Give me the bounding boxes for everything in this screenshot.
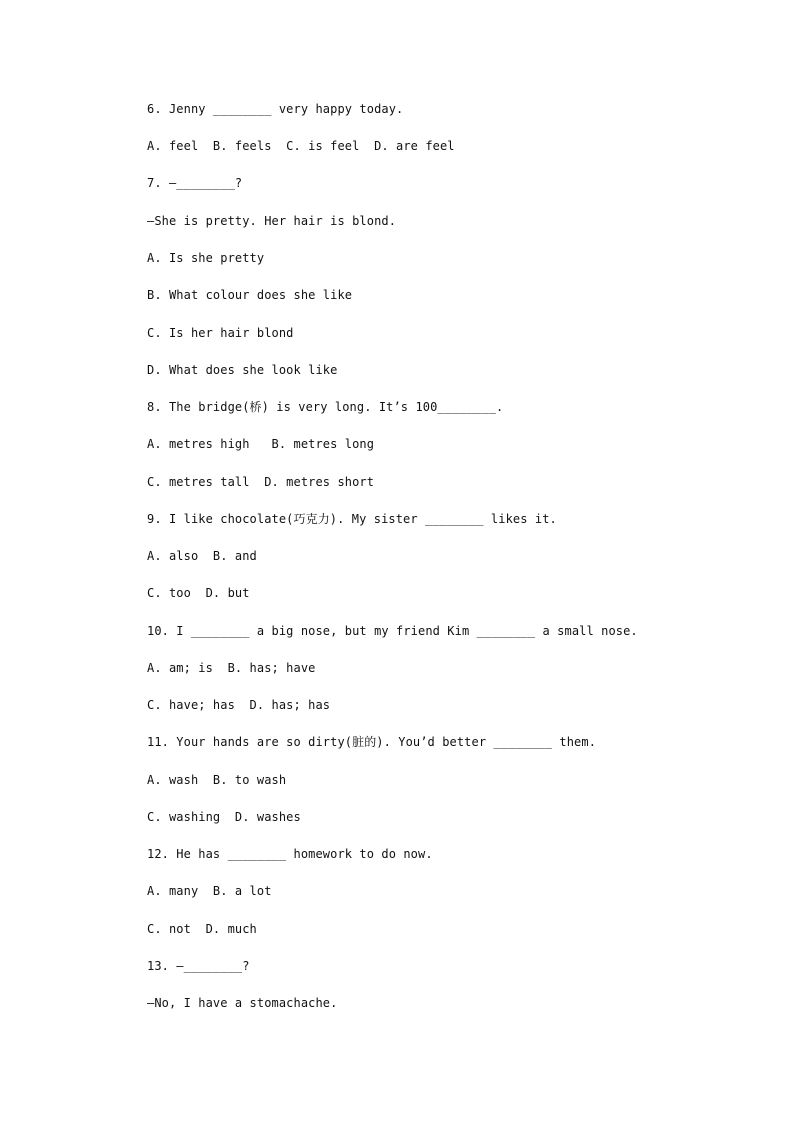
question-9: 9. I like chocolate(巧克力). My sister ________ likes it. — [147, 512, 557, 526]
question-9-options-cd: C. too D. but — [147, 586, 250, 600]
question-7-option-b: B. What colour does she like — [147, 288, 353, 302]
question-7-option-d: D. What does she look like — [147, 363, 338, 377]
question-13-prompt: —No, I have a stomachache. — [147, 996, 338, 1010]
question-11-options-ab: A. wash B. to wash — [147, 773, 287, 787]
question-7-option-a: A. Is she pretty — [147, 251, 265, 265]
question-8-options-ab: A. metres high B. metres long — [147, 437, 375, 451]
question-9-options-ab: A. also B. and — [147, 549, 257, 563]
question-10: 10. I ________ a big nose, but my friend Kim ________ a small nose. — [147, 624, 638, 638]
question-8: 8. The bridge(桥) is very long. It’s 100________. — [147, 400, 504, 414]
question-12-options-ab: A. many B. a lot — [147, 884, 272, 898]
question-6: 6. Jenny ________ very happy today. — [147, 102, 404, 116]
question-7: 7. —________? — [147, 176, 243, 190]
question-10-options-cd: C. have; has D. has; has — [147, 698, 331, 712]
question-12-options-cd: C. not D. much — [147, 922, 257, 936]
question-6-options: A. feel B. feels C. is feel D. are feel — [147, 139, 455, 153]
question-7-option-c: C. Is her hair blond — [147, 326, 294, 340]
question-8-options-cd: C. metres tall D. metres short — [147, 475, 375, 489]
question-13: 13. —________? — [147, 959, 250, 973]
question-11-options-cd: C. washing D. washes — [147, 810, 301, 824]
question-11: 11. Your hands are so dirty(脏的). You’d better ________ them. — [147, 735, 597, 749]
question-10-options-ab: A. am; is B. has; have — [147, 661, 316, 675]
question-7-prompt: —She is pretty. Her hair is blond. — [147, 214, 397, 228]
question-12: 12. He has ________ homework to do now. — [147, 847, 433, 861]
